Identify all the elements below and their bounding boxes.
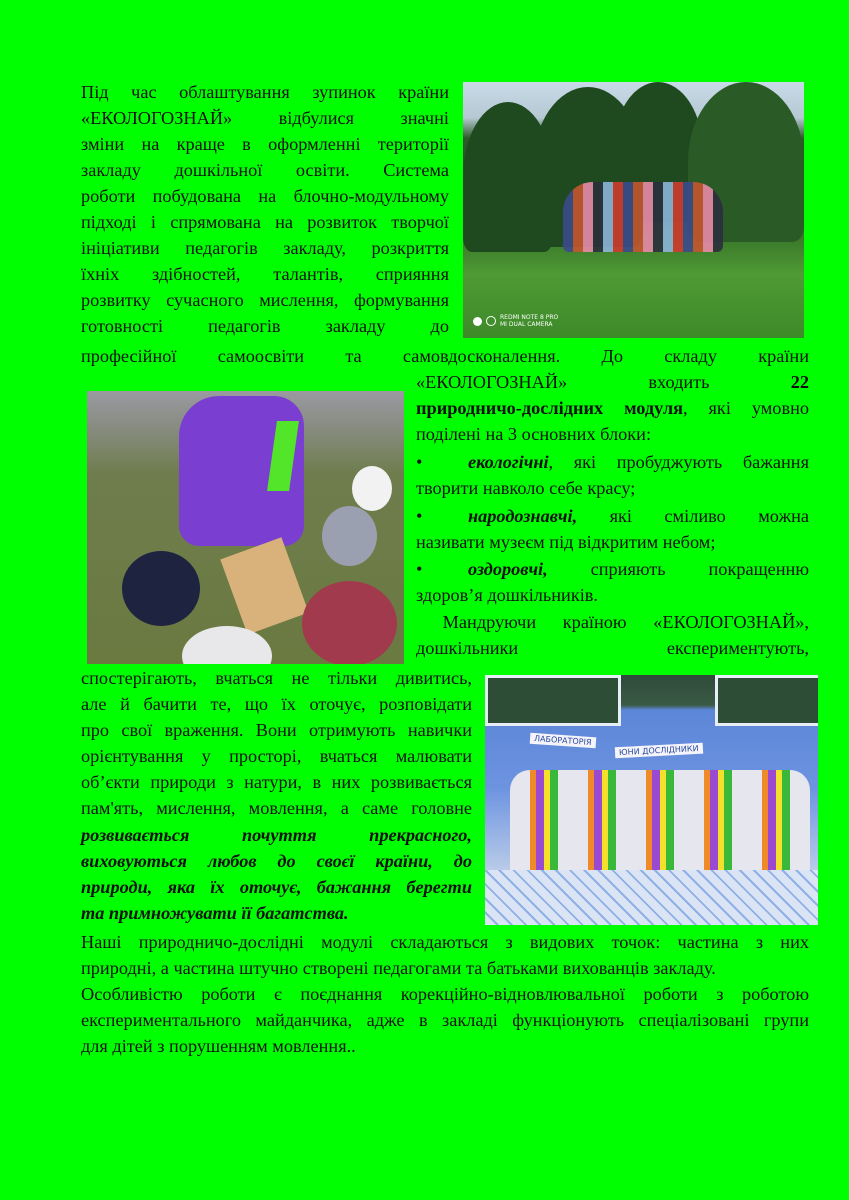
window (485, 675, 621, 726)
emphasis-line: та примножувати її багатства. (81, 903, 349, 923)
text-line: їхніх здібностей, талантів, сприяння (81, 264, 449, 284)
text-line: природні, а частина штучно створені педагогами та батьками вихованців закладу. (81, 958, 716, 978)
text-line: дошкільники експериментують, (416, 638, 809, 658)
text-span: входить (648, 372, 710, 392)
text-line: роботи побудована на блочно-модульному (81, 186, 449, 206)
text-line: називати музеєм під відкритим небом; (416, 532, 716, 552)
text-line: об’єкти природи з натури, в них розвивається (81, 772, 472, 792)
text-line: але й бачити те, що їх оточує, розповідати (81, 694, 472, 714)
photo-group-in-park (463, 82, 804, 338)
text-line: зміни на краще в оформленні території (81, 134, 449, 154)
text-line: розвитку сучасного мислення, формування (81, 290, 449, 310)
watermark-line2: MI DUAL CAMERA (500, 321, 553, 328)
banner-left: ЛАБОРАТОРІЯ (530, 733, 596, 749)
text-line: експериментального майданчика, адже в закладі функціонують спеціалізовані групи (81, 1010, 809, 1030)
text-line: спостерігають, вчаться не тільки дивитись, (81, 668, 472, 688)
text-line: пам'ять, мислення, мовлення, а саме головне (81, 798, 472, 818)
photo-laboratory (485, 675, 818, 925)
bullet-text: сприяють покращенню (547, 559, 809, 579)
text-line: орієнтування у просторі, вчаться малювати (81, 746, 472, 766)
bullet-item-ethnographic (416, 503, 809, 529)
children-group (563, 182, 723, 252)
bullet-term: народознавчі, (468, 506, 578, 526)
bullet-marker: • (416, 559, 423, 579)
text-line: про свої враження. Вони отримують навички (81, 720, 472, 740)
watermark-line1: REDMI NOTE 8 PRO (500, 314, 559, 321)
table-with-tablecloth (485, 870, 818, 925)
leaf-collage (220, 537, 308, 634)
child-hat (352, 466, 392, 511)
children-group (510, 770, 810, 875)
camera-watermark (473, 314, 558, 328)
text-line: для дітей з порушенням мовлення.. (81, 1036, 356, 1056)
text-line: поділені на 3 основних блоки: (416, 424, 652, 444)
text-span: «ЕКОЛОГОЗНАЙ» (416, 372, 568, 392)
text-line: Мандруючи країною «ЕКОЛОГОЗНАЙ», (416, 612, 809, 632)
text-span: , які умовно (683, 398, 810, 418)
bullet-marker: • (416, 452, 423, 472)
text-line: Під час облаштування зупинок країни (81, 82, 449, 102)
bullet-term: екологічні (468, 452, 549, 472)
bullet-term: оздоровчі, (468, 559, 548, 579)
bullet-text: які сміливо можна (577, 506, 809, 526)
text-line: готовності педагогів закладу до (81, 316, 449, 336)
text-line: професійної самоосвіти та самовдосконалення. До складу країни (81, 346, 809, 366)
child-hat (322, 506, 377, 566)
modules-term: природничо-дослідних модуля (416, 398, 684, 418)
text-line (416, 395, 809, 421)
child-hat (122, 551, 200, 626)
text-line (416, 369, 809, 395)
emphasis-line: природи, яка їх оточує, бажання берегти (81, 877, 472, 897)
child-hat (302, 581, 397, 664)
banner-right: ЮНИ ДОСЛІДНИКИ (615, 743, 703, 759)
watermark-dot-icon (473, 317, 482, 326)
window (715, 675, 818, 726)
emphasis-line: розвивається почуття прекрасного, (81, 825, 472, 845)
text-line: «ЕКОЛОГОЗНАЙ» відбулися значні (81, 108, 449, 128)
text-line: Наші природничо-дослідні модулі складаються з видових точок: частина з них (81, 932, 809, 952)
text-line: закладу дошкільної освіти. Система (81, 160, 449, 180)
module-count: 22 (790, 372, 809, 392)
watermark-text (500, 314, 558, 328)
text-line: підході і спрямована на розвиток творчої (81, 212, 449, 232)
photo-teacher-with-children (87, 391, 404, 664)
bullet-item-health (416, 556, 809, 582)
emphasis-line: виховуються любов до своєї країни, до (81, 851, 472, 871)
child-hat (182, 626, 272, 664)
text-line: Особливістю роботи є поєднання корекційно-відновлювальної роботи з роботою (81, 984, 809, 1004)
bullet-item-ecological (416, 449, 809, 475)
bullet-marker: • (416, 506, 423, 526)
text-line: творити навколо себе красу; (416, 478, 636, 498)
watermark-ring-icon (486, 316, 496, 326)
text-line: ініціативи педагогів закладу, розкриття (81, 238, 449, 258)
text-line: здоров’я дошкільників. (416, 585, 598, 605)
bullet-text: , які пробуджують бажання (548, 452, 809, 472)
